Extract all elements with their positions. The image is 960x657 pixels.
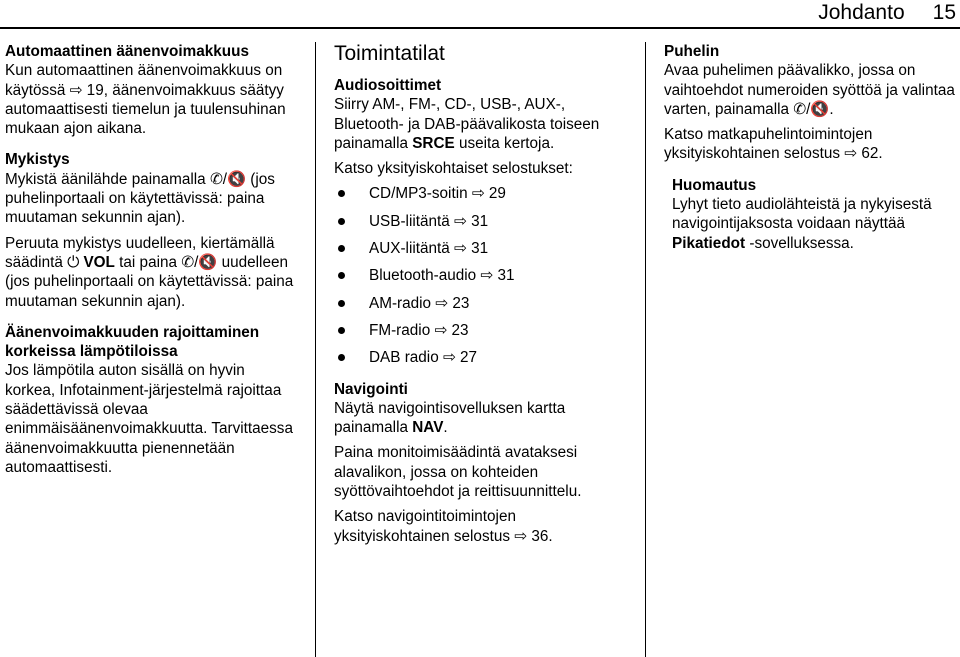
section-navigation <box>334 380 634 546</box>
section-volume-limit <box>5 323 297 477</box>
mute-p2-text: Peruuta mykistys uudelleen, kiertämällä säädintä <box>5 234 275 271</box>
audio-source-list <box>334 184 634 367</box>
header-rule <box>0 27 960 29</box>
note-text: Lyhyt tieto audiolähteistä ja nykyisestä navigointijaksosta voidaan näyttää <box>672 196 932 233</box>
list-item: CD/MP3-soitin ⇨ 29 <box>334 184 634 203</box>
pikatiedot-label: Pikatiedot <box>672 234 746 252</box>
operating-modes-title: Toimintatilat <box>334 42 445 65</box>
phone-heading: Puhelin <box>664 43 720 60</box>
phone-paragraph-1 <box>664 61 958 119</box>
page-number: 15 <box>932 1 956 24</box>
phone-mute-icon: ✆/🔇 <box>793 100 830 118</box>
phone-p1-text-end: . <box>829 100 834 118</box>
list-item: FM-radio ⇨ 23 <box>334 321 634 340</box>
chapter-title: Johdanto <box>818 1 905 24</box>
mute-paragraph-2 <box>5 234 297 311</box>
column-3 <box>664 42 958 253</box>
srce-label: SRCE <box>412 134 455 152</box>
list-item: USB-liitäntä ⇨ 31 <box>334 212 634 231</box>
navigation-paragraph-3: Katso navigointitoimintojen yksityiskohtainen selostus ⇨ 36. <box>334 508 553 545</box>
phone-mute-icon: ✆/🔇 <box>209 170 247 188</box>
column-divider-2 <box>645 42 646 657</box>
volume-limit-heading: Äänenvoimakkuuden rajoittaminen korkeissa lämpötiloissa <box>5 323 260 361</box>
navigation-heading: Navigointi <box>334 380 408 398</box>
audio-p1-text-end: useita kertoja. <box>454 134 555 152</box>
vol-label: VOL <box>83 253 115 271</box>
audio-paragraph-2: Katso yksityiskohtaiset selostukset: <box>334 160 573 178</box>
section-mute <box>5 150 297 310</box>
section-phone <box>664 42 958 164</box>
section-audio-players <box>334 76 634 368</box>
phone-p1-text: Avaa puhelimen päävalikko, jossa on vaihtoehdot numeroiden syöttöä ja valintaa varten, painamalla <box>664 62 955 118</box>
mute-heading: Mykistys <box>5 151 70 169</box>
auto-volume-body: Kun automaattinen äänenvoimakkuus on käytössä ⇨ 19, äänenvoimakkuus säätyy automaattisesti tiemelun ja tuulensuhinan mukaan ajon aikana. <box>5 62 286 138</box>
list-item: AM-radio ⇨ 23 <box>334 294 634 313</box>
list-item: DAB radio ⇨ 27 <box>334 348 634 367</box>
mute-p1-text-end: (jos puhelinportaali on käytettävissä: paina muutaman sekunnin ajan). <box>5 170 275 227</box>
column-divider-1 <box>315 42 316 657</box>
phone-mute-icon: ✆/🔇 <box>181 253 218 271</box>
auto-volume-heading: Automaattinen äänenvoimakkuus <box>5 43 249 60</box>
list-item: AUX-liitäntä ⇨ 31 <box>334 239 634 258</box>
power-icon: ⏻ <box>67 253 80 271</box>
phone-paragraph-2: Katso matkapuhelintoimintojen yksityiskohtainen selostus ⇨ 62. <box>664 126 883 163</box>
nav-p1-text-end: . <box>443 419 448 437</box>
note-body <box>672 195 958 253</box>
nav-label: NAV <box>412 419 444 437</box>
note-text-end: -sovelluksessa. <box>745 234 854 252</box>
column-1 <box>5 42 297 477</box>
note-heading: Huomautus <box>672 176 757 194</box>
audio-p1-text: Siirry AM-, FM-, CD-, USB-, AUX-, Bluetooth- ja DAB-päävalikosta toiseen painamalla <box>334 96 600 152</box>
mute-p2-text-end: uudelleen (jos puhelinportaali on käytettävissä: paina muutaman sekunnin ajan). <box>5 253 294 310</box>
volume-limit-body: Jos lämpötila auton sisällä on hyvin korkea, Infotainment-järjestelmä rajoittaa säädettävissä olevaa enimmäisäänenvoimakkuutta. Tarvittaessa äänenvoimakkuutta pienennetään automaattisesti. <box>5 362 293 476</box>
audio-heading: Audiosoittimet <box>334 77 442 94</box>
mute-p2-mid: tai paina <box>114 253 182 271</box>
list-item: Bluetooth-audio ⇨ 31 <box>334 266 634 285</box>
mute-paragraph-1 <box>5 170 297 228</box>
navigation-paragraph-1 <box>334 399 634 438</box>
mute-p1-text: Mykistä äänilähde painamalla <box>5 170 210 188</box>
nav-p1-text: Näytä navigointisovelluksen kartta painamalla <box>334 399 566 437</box>
section-auto-volume <box>5 42 297 138</box>
page-header <box>818 0 956 26</box>
navigation-paragraph-2: Paina monitoimisäädintä avataksesi alavalikon, jossa on kohteiden syöttövaihtoehdot ja reittisuunnittelu. <box>334 444 582 501</box>
section-note <box>664 176 958 253</box>
audio-paragraph-1 <box>334 95 634 153</box>
column-2 <box>334 42 634 546</box>
